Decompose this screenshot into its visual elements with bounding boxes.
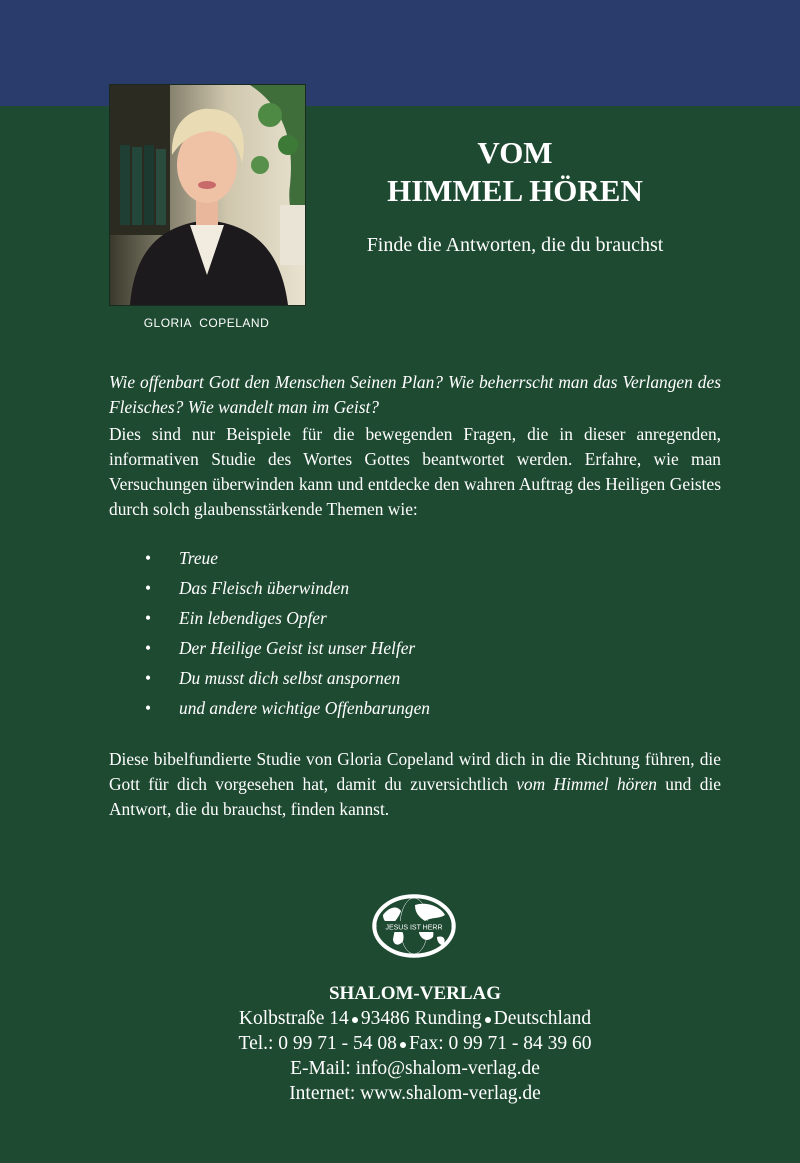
intro-paragraph: Dies sind nur Beispiele für die bewegenden Fragen, die in dieser anregenden, informativen Studie des Wortes Gottes beantwortet werden. Erfahre, wie man Versuchungen überwinden kann und entdecke den wahren Auftrag des Heiligen Geistes durch solch glaubensstärkende Themen wie: [109, 424, 721, 519]
list-item [109, 606, 721, 636]
publisher-email: E-Mail: info@shalom-verlag.de [290, 1058, 540, 1079]
intro-questions: Wie offenbart Gott den Menschen Seinen Plan? Wie beherrscht man das Verlangen des Fleisches? Wie wandelt man im Geist? [109, 372, 721, 417]
globe-icon [371, 893, 457, 959]
list-item [109, 576, 721, 606]
closing-text-2: und die Antwort, die du brauchst, finden kannst. [109, 774, 721, 819]
publisher-phone-fax [160, 1031, 670, 1056]
book-subtitle: Finde die Antworten, die du brauchst [366, 234, 664, 256]
phone-number: Tel.: 0 99 71 - 54 08 [238, 1033, 397, 1054]
topic-text: und andere wichtige Offenbarungen [179, 698, 430, 718]
logo-text: JESUS IST HERR [385, 924, 443, 932]
publisher-website: Internet: www.shalom-verlag.de [289, 1083, 541, 1104]
list-item [109, 636, 721, 666]
topic-text: Ein lebendiges Opfer [179, 608, 327, 628]
address-city: 93486 Runding [360, 1008, 482, 1029]
closing-paragraph [109, 747, 721, 822]
publisher-name: SHALOM-VERLAG [328, 983, 502, 1004]
fax-number: Fax: 0 99 71 - 84 39 60 [408, 1033, 592, 1054]
closing-text-1: Diese bibelfundierte Studie von Gloria Copeland wird dich in die Richtung führen, die Gott für dich vorgesehen hat, damit du zuversichtlich [109, 749, 721, 794]
topic-text: Das Fleisch überwinden [179, 578, 350, 598]
publisher-block [160, 981, 670, 1106]
bullet-icon: • [145, 668, 152, 688]
publisher-address [160, 1006, 670, 1031]
list-item [109, 696, 721, 726]
address-street: Kolbstraße 14 [238, 1008, 349, 1029]
topic-text: Der Heilige Geist ist unser Helfer [179, 638, 416, 658]
address-country: Deutschland [493, 1008, 592, 1029]
bullet-icon: • [145, 578, 152, 598]
list-item [109, 546, 721, 576]
list-item [109, 666, 721, 696]
closing-emphasis: vom Himmel hören [516, 774, 657, 794]
separator-dot-icon [400, 1042, 406, 1048]
bullet-icon: • [145, 608, 152, 628]
bullet-icon: • [145, 548, 152, 568]
topic-text: Du musst dich selbst anspornen [179, 668, 401, 688]
topic-list [109, 546, 721, 726]
title-line-2: HIMMEL HÖREN [387, 173, 643, 208]
book-title [330, 134, 700, 210]
topic-text: Treue [179, 548, 218, 568]
author-name: GLORIA COPELAND [143, 316, 270, 330]
title-line-1: VOM [477, 135, 553, 170]
separator-dot-icon [485, 1017, 491, 1023]
publisher-logo [371, 893, 457, 964]
separator-dot-icon [352, 1017, 358, 1023]
bullet-icon: • [145, 698, 152, 718]
author-photo [109, 84, 306, 306]
bullet-icon: • [145, 638, 152, 658]
